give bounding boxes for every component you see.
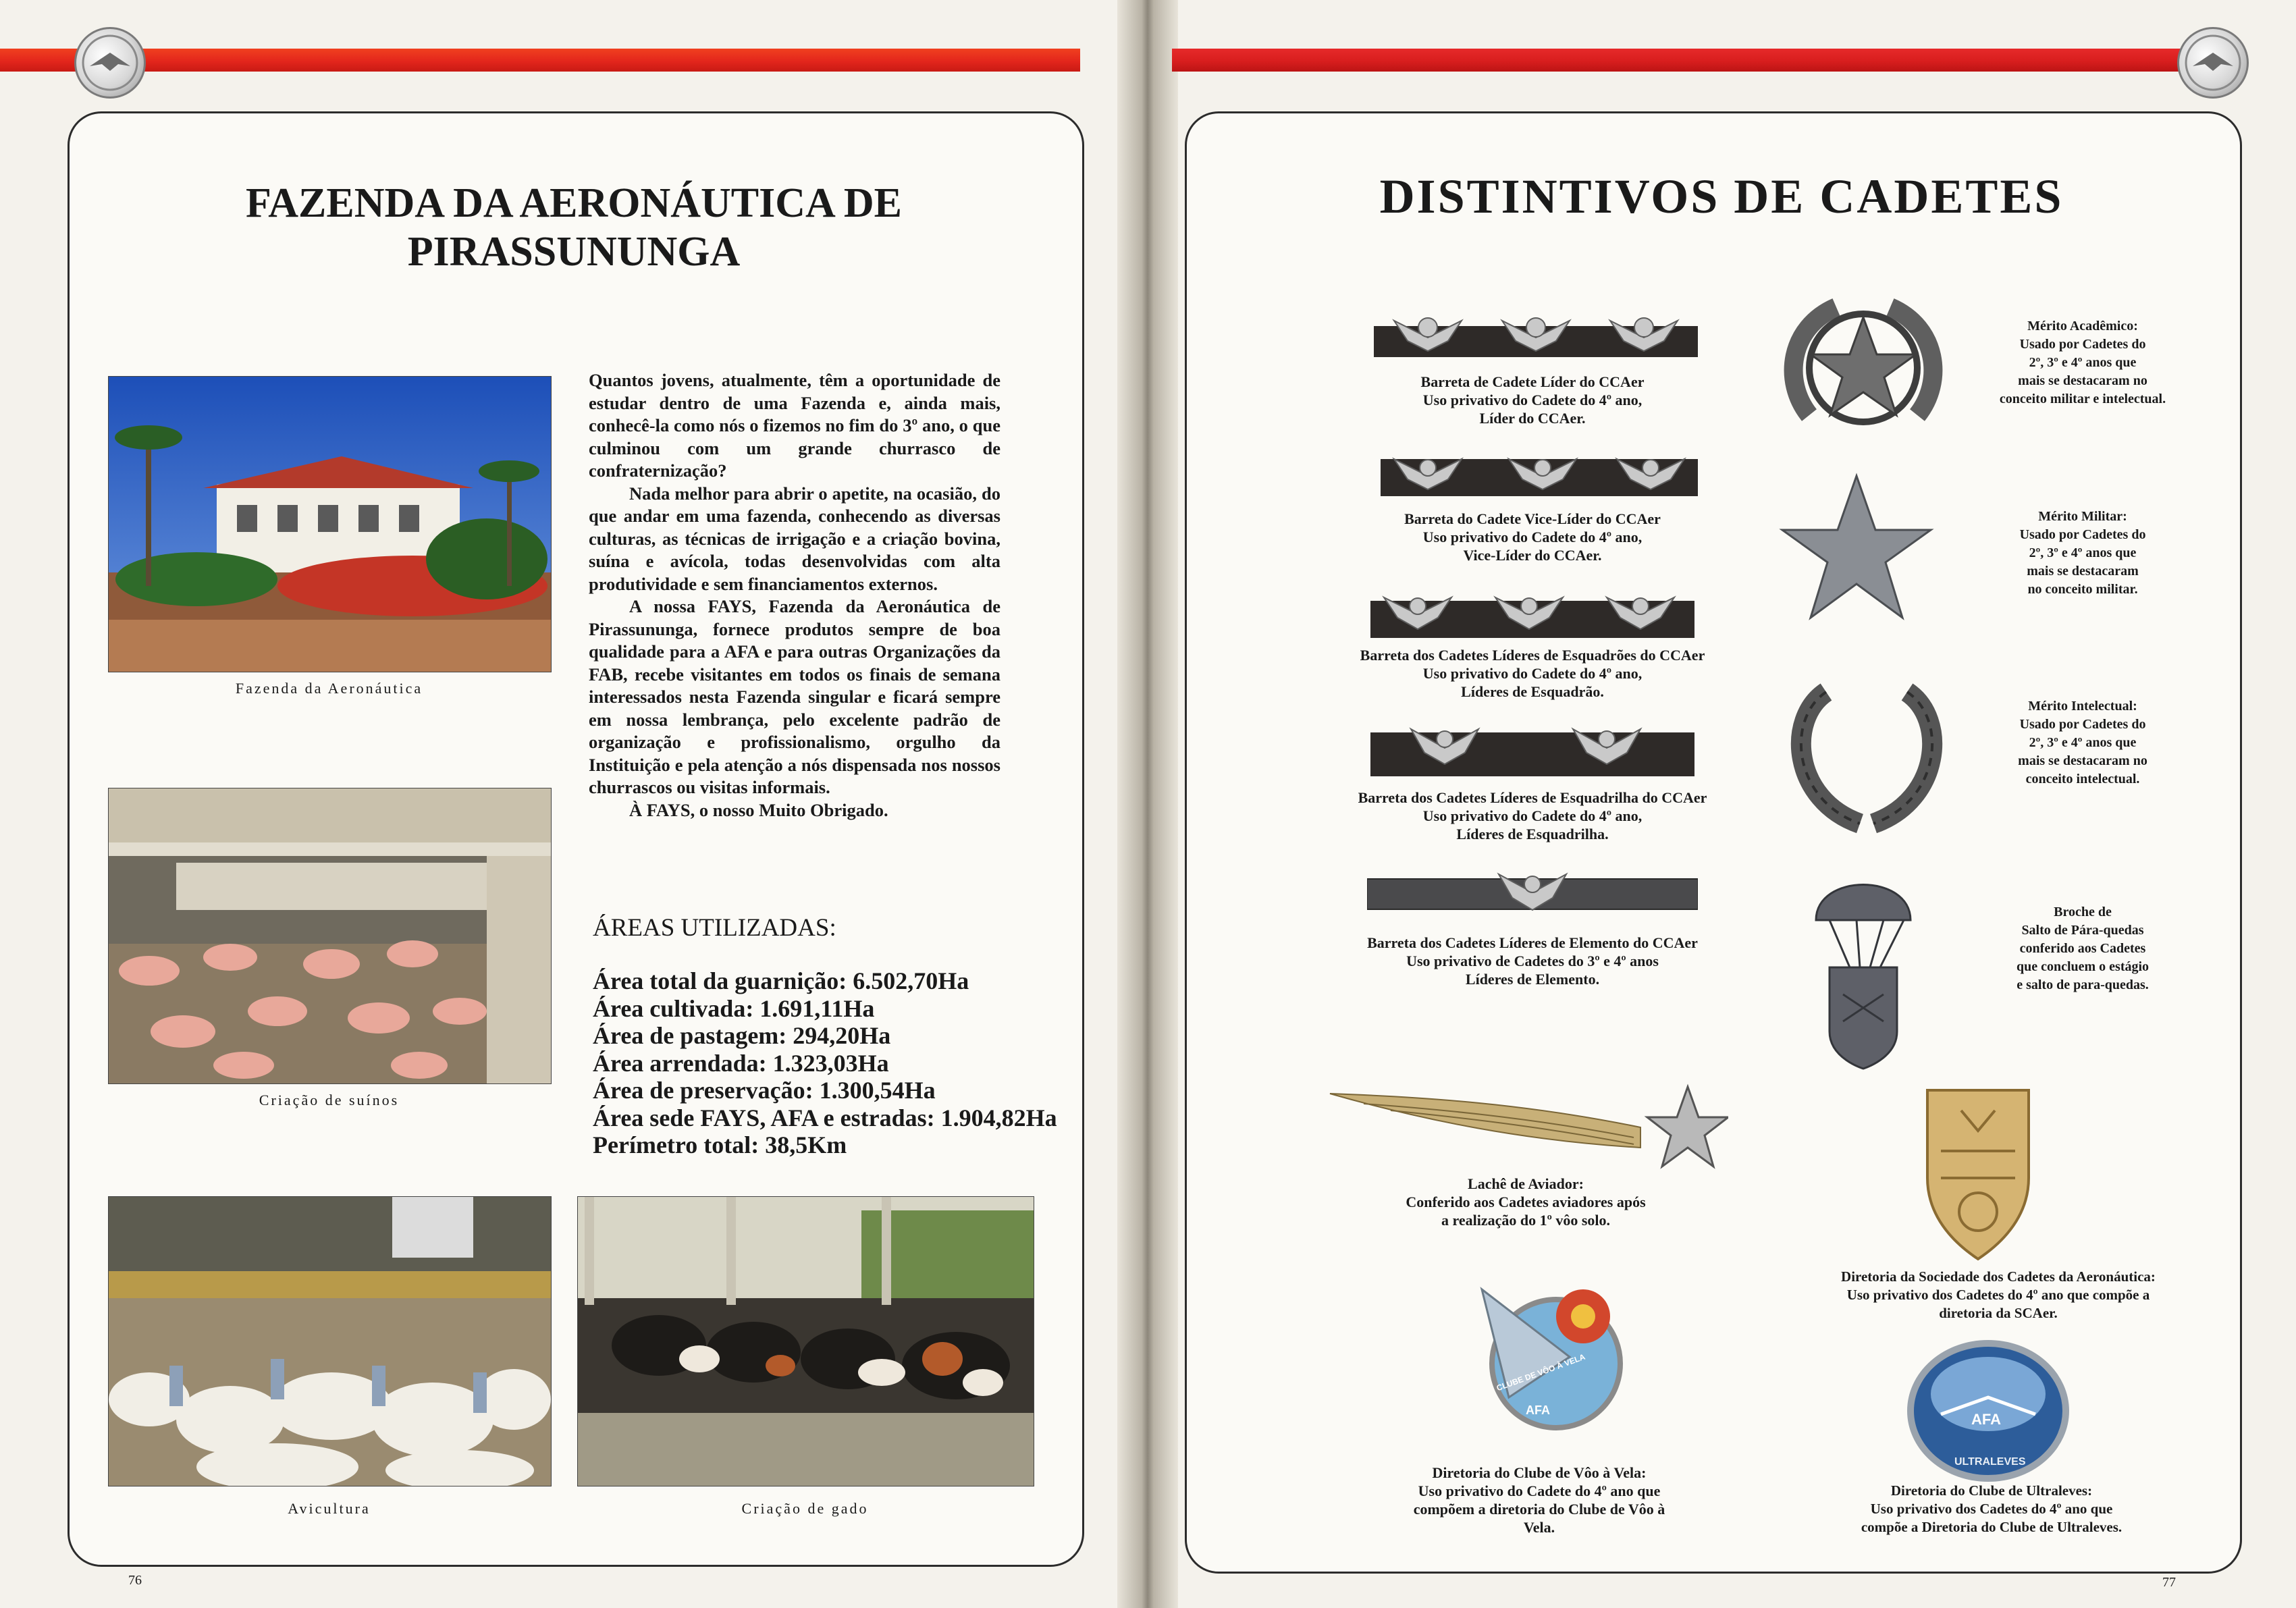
paragraph-4: À FAYS, o nosso Muito Obrigado. xyxy=(629,799,888,820)
cadet-society-caption: Diretoria da Sociedade dos Cadetes da Aeronáutica: Uso privativo dos Cadetes do 4º ano que compõe a diretoria da SCAer. xyxy=(1841,1268,2156,1321)
right-page-title: DISTINTIVOS DE CADETES xyxy=(1379,169,2064,223)
area-item: Perímetro total: 38,5Km xyxy=(593,1131,847,1158)
paragraph-2: Nada melhor para abrir o apetite, na ocasião, do que andar em uma fazenda, conhecendo as diversas culturas, as técnicas de irrigação e a criação bovina, suína e avícola, todas desenvolvidas com alta produtividade e sem financiamentos externos. xyxy=(589,483,1000,594)
element-leaders-bar-badge-icon xyxy=(1367,864,1698,918)
cattle-caption: Criação de gado xyxy=(741,1500,869,1517)
area-item: Área de preservação: 1.300,54Ha xyxy=(593,1077,936,1104)
intellectual-merit-caption: Mérito Intelectual: Usado por Cadetes do 2º, 3º e 4º anos que mais se destacaram no conceito intelectual. xyxy=(2018,699,2147,786)
ultralight-badge-top: AFA xyxy=(1971,1411,2001,1428)
squadron-leaders-bar-caption: Barreta dos Cadetes Líderes de Esquadrões do CCAer Uso privativo do Cadete do 4º ano, Líderes de Esquadrão. xyxy=(1360,647,1705,700)
ultralight-club-caption: Diretoria do Clube de Ultraleves: Uso privativo dos Cadetes do 4º ano que compõe a Diretoria do Clube de Ultraleves. xyxy=(1861,1482,2123,1535)
paragraph-3: A nossa FAYS, Fazenda da Aeronáutica de Pirassununga, fornece produtos sempre de boa qualidade para a AFA e para outras Organizações da FAB, recebe visitantes em todos os finais de semana interessados nesta Fazenda singular e ficará sempre em nossa lembrança, pelo excelente padrão de organização e profissionalismo, orgulho da Instituição e pela atenção a nós dispensada nos nossos churrascos ou visitas informais. xyxy=(589,596,1000,797)
military-merit-caption: Mérito Militar: Usado por Cadetes do 2º, 3º e 4º anos que mais se destacaram no conceito militar. xyxy=(2019,509,2146,597)
poultry-caption: Avicultura xyxy=(288,1500,371,1517)
area-item: Área sede FAYS, AFA e estradas: 1.904,82Ha xyxy=(593,1104,1057,1131)
academic-merit-badge-icon xyxy=(1782,287,1944,442)
aviator-wings-badge-icon xyxy=(1323,1080,1728,1175)
left-header-bar xyxy=(0,49,1080,72)
squadron-leaders-bar-badge-icon xyxy=(1370,581,1694,641)
cattle-photo xyxy=(577,1196,1034,1486)
ultralight-badge-ring: ULTRALEVES xyxy=(1954,1456,2026,1468)
glider-club-badge-bottom: AFA xyxy=(1526,1403,1550,1417)
element-leaders-bar-caption: Barreta dos Cadetes Líderes de Elemento do CCAer Uso privativo de Cadetes do 3º e 4º anos Líderes de Elemento. xyxy=(1367,934,1698,988)
left-page-number: 76 xyxy=(128,1573,142,1588)
ultralight-club-badge-icon xyxy=(1907,1340,2069,1482)
area-item: Área cultivada: 1.691,11Ha xyxy=(593,994,875,1022)
right-page-number: 77 xyxy=(2162,1575,2176,1590)
pigs-caption: Criação de suínos xyxy=(259,1092,400,1108)
area-item: Área total da guarnição: 6.502,70Ha xyxy=(593,967,969,994)
pigs-photo xyxy=(108,788,552,1084)
right-emblem-icon xyxy=(2177,27,2249,99)
flight-leaders-bar-badge-icon xyxy=(1370,716,1694,780)
paragraph-1: Quantos jovens, atualmente, têm a oportunidade de estudar dentro de uma Fazenda e, ainda mais, conhecê-la como nós o fizemos no fim do 3º ano, o que culminou com um grande churrasco de confraternização? xyxy=(589,370,1000,481)
glider-club-badge-ring: CLUBE DE VÔO À VELA xyxy=(1495,1351,1586,1393)
vice-leader-bar-caption: Barreta do Cadete Vice-Líder do CCAer Uso privativo do Cadete do 4º ano, Vice-Líder do CCAer. xyxy=(1404,510,1661,564)
areas-list xyxy=(593,967,1057,1159)
vice-leader-bar-badge-icon xyxy=(1381,442,1698,500)
left-emblem-icon xyxy=(74,27,146,99)
book-gutter xyxy=(1117,0,1178,1608)
glider-club-caption: Diretoria do Clube de Vôo à Vela: Uso privativo do Cadete do 4º ano que compõem a diretoria do Clube de Vôo à Vela. xyxy=(1413,1464,1665,1536)
areas-heading: ÁREAS UTILIZADAS: xyxy=(593,914,836,942)
military-merit-star-icon xyxy=(1779,473,1934,628)
farmhouse-photo xyxy=(108,376,552,672)
right-header-bar xyxy=(1172,49,2185,72)
academic-merit-caption: Mérito Acadêmico: Usado por Cadetes do 2º, 3º e 4º anos que mais se destacaram no conceito militar e intelectual. xyxy=(1999,319,2166,406)
leader-bar-badge-icon xyxy=(1374,300,1698,361)
article-body xyxy=(589,369,1000,822)
poultry-photo xyxy=(108,1196,552,1486)
glider-club-badge-icon xyxy=(1468,1276,1630,1438)
aviator-wings-caption: Lachê de Aviador: Conferido aos Cadetes aviadores após a realização do 1º vôo solo. xyxy=(1406,1175,1646,1229)
parachute-badge-caption: Broche de Salto de Pára-quedas conferido aos Cadetes que concluem o estágio e salto de para-quedas. xyxy=(2016,905,2150,992)
title-line-2: PIRASSUNUNGA xyxy=(407,229,741,275)
farmhouse-caption: Fazenda da Aeronáutica xyxy=(235,680,423,697)
area-item: Área de pastagem: 294,20Ha xyxy=(593,1022,891,1049)
parachute-badge-icon xyxy=(1809,866,1917,1072)
left-page-title xyxy=(135,179,1013,276)
leader-bar-caption: Barreta de Cadete Líder do CCAer Uso privativo do Cadete do 4º ano, Líder do CCAer. xyxy=(1420,373,1645,427)
area-item: Área arrendada: 1.323,03Ha xyxy=(593,1049,889,1077)
cadet-society-shield-icon xyxy=(1921,1083,2035,1262)
title-line-1: FAZENDA DA AERONÁUTICA DE xyxy=(245,180,903,226)
intellectual-merit-wreath-icon xyxy=(1786,672,1948,834)
flight-leaders-bar-caption: Barreta dos Cadetes Líderes de Esquadrilha do CCAer Uso privativo do Cadete do 4º ano, Líderes de Esquadrilha. xyxy=(1358,789,1707,842)
